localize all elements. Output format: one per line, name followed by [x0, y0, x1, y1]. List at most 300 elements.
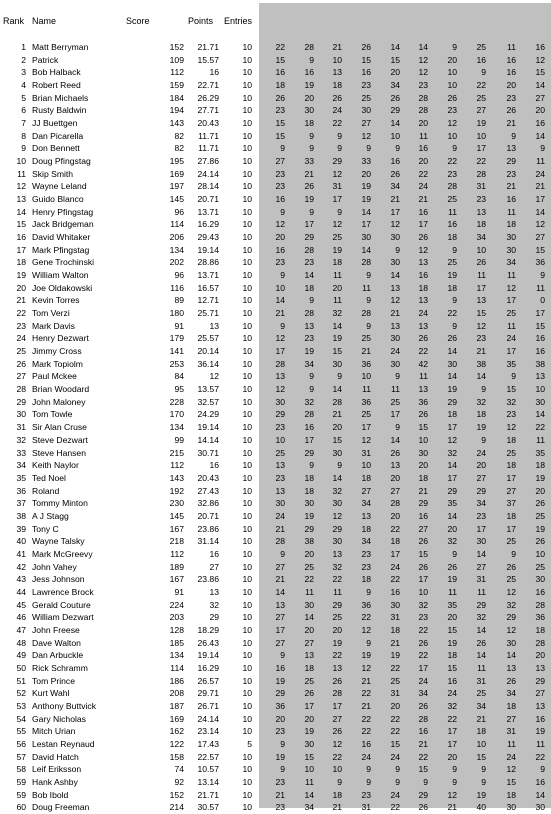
game-score-cell: 28	[332, 396, 342, 407]
game-score-cell: 36	[361, 599, 371, 610]
score-cell: 82	[174, 130, 184, 141]
game-score-cell: 26	[535, 536, 545, 547]
rank-cell: 22	[16, 308, 26, 319]
game-score-cell: 23	[275, 472, 285, 483]
game-score-cell: 29	[476, 599, 486, 610]
rank-cell: 36	[16, 485, 26, 496]
game-score-cell: 9	[540, 270, 545, 281]
game-score-cell: 28	[304, 42, 314, 52]
game-score-cell: 22	[447, 713, 457, 724]
name-cell: Mark Topiolm	[32, 358, 83, 369]
entries-cell: 10	[242, 776, 252, 787]
game-score-cell: 10	[332, 764, 342, 775]
name-cell: Jimmy Cross	[32, 346, 82, 357]
game-score-cell: 9	[423, 776, 428, 787]
game-score-cell: 17	[418, 219, 428, 230]
game-score-cell: 22	[390, 713, 400, 724]
game-score-cell: 16	[361, 738, 371, 749]
entries-cell: 10	[242, 92, 252, 103]
game-score-cell: 21	[418, 738, 428, 749]
game-score-cell: 9	[337, 143, 342, 154]
game-score-cell: 20	[390, 67, 400, 78]
rank-cell: 16	[16, 232, 26, 243]
points-cell: 20.71	[197, 510, 219, 521]
game-score-cell: 30	[535, 802, 545, 813]
game-score-cell: 25	[506, 308, 516, 319]
score-cell: 202	[169, 257, 184, 268]
game-score-cell: 13	[476, 206, 486, 217]
rank-cell: 51	[16, 675, 26, 686]
game-score-cell: 36	[535, 257, 545, 268]
game-score-cell: 9	[366, 637, 371, 648]
header-rank: Rank	[3, 16, 25, 26]
game-score-cell: 29	[332, 156, 342, 167]
game-score-cell: 25	[304, 675, 314, 686]
entries-cell: 10	[242, 637, 252, 648]
score-cell: 114	[170, 662, 184, 673]
game-score-cell: 29	[506, 612, 516, 623]
game-score-cell: 30	[535, 574, 545, 585]
game-score-cell: 9	[366, 586, 371, 597]
points-cell: 27.71	[197, 105, 219, 116]
points-cell: 19.14	[197, 650, 219, 661]
entries-cell: 10	[242, 700, 252, 711]
game-score-cell: 18	[476, 409, 486, 420]
game-score-cell: 22	[332, 574, 342, 585]
game-score-cell: 11	[448, 586, 457, 597]
game-score-cell: 9	[366, 295, 371, 306]
game-score-cell: 27	[275, 612, 285, 623]
game-score-cell: 23	[304, 333, 314, 344]
score-cell: 194	[169, 105, 184, 116]
rank-cell: 32	[16, 434, 26, 445]
game-score-cell: 31	[390, 612, 400, 623]
points-cell: 26.29	[197, 92, 219, 103]
points-cell: 19.14	[197, 422, 219, 433]
table-row	[0, 713, 551, 726]
table-row	[0, 523, 551, 536]
points-cell: 24.14	[197, 713, 219, 724]
game-score-cell: 9	[280, 320, 285, 331]
game-score-cell: 17	[390, 206, 400, 217]
game-score-cell: 32	[332, 485, 342, 496]
game-score-cell: 19	[332, 637, 342, 648]
game-score-cell: 26	[418, 232, 428, 243]
game-score-cell: 32	[506, 599, 516, 610]
entries-cell: 10	[242, 130, 252, 141]
rank-cell: 45	[16, 599, 26, 610]
game-score-cell: 21	[332, 409, 342, 420]
game-score-cell: 22	[535, 422, 545, 433]
game-score-cell: 13	[304, 650, 314, 661]
game-score-cell: 34	[476, 700, 486, 711]
points-cell: 12.71	[197, 295, 219, 306]
game-score-cell: 16	[418, 726, 428, 737]
game-score-cell: 13	[418, 384, 428, 395]
game-score-cell: 26	[390, 168, 400, 179]
game-score-cell: 9	[280, 738, 285, 749]
game-score-cell: 26	[506, 561, 516, 572]
game-score-cell: 12	[506, 422, 516, 433]
game-score-cell: 23	[506, 168, 516, 179]
game-score-cell: 10	[418, 434, 428, 445]
entries-cell: 10	[242, 105, 252, 116]
game-score-cell: 15	[275, 118, 285, 129]
game-score-cell: 25	[361, 92, 371, 103]
name-cell: Bob Ibold	[32, 789, 69, 800]
game-score-cell: 18	[506, 700, 516, 711]
game-score-cell: 18	[361, 574, 371, 585]
game-score-cell: 18	[447, 409, 457, 420]
name-cell: John Freese	[32, 624, 80, 635]
game-score-cell: 30	[332, 536, 342, 547]
game-score-cell: 16	[390, 156, 400, 167]
game-score-cell: 9	[366, 776, 371, 787]
game-score-cell: 12	[447, 789, 457, 800]
name-cell: Mark Pfingstag	[32, 244, 90, 255]
game-score-cell: 28	[476, 168, 486, 179]
game-score-cell: 15	[476, 308, 486, 319]
entries-cell: 10	[242, 662, 252, 673]
game-score-cell: 9	[309, 206, 314, 217]
game-score-cell: 22	[332, 118, 342, 129]
game-score-cell: 21	[275, 574, 285, 585]
game-score-cell: 35	[506, 358, 516, 369]
game-score-cell: 36	[361, 396, 371, 407]
game-score-cell: 12	[506, 624, 516, 635]
game-score-cell: 40	[476, 802, 486, 813]
entries-cell: 10	[242, 751, 252, 762]
game-score-cell: 27	[506, 713, 516, 724]
table-row	[0, 535, 551, 548]
game-score-cell: 12	[506, 282, 516, 293]
game-score-cell: 9	[366, 270, 371, 281]
table-row	[0, 282, 551, 295]
score-cell: 167	[169, 574, 184, 585]
game-score-cell: 26	[476, 637, 486, 648]
game-score-cell: 19	[304, 346, 314, 357]
table-row	[0, 573, 551, 586]
game-score-cell: 9	[309, 54, 314, 65]
game-score-cell: 10	[447, 67, 457, 78]
table-row	[0, 193, 551, 206]
points-cell: 21.71	[197, 42, 219, 52]
table-row	[0, 370, 551, 383]
game-score-cell: 13	[332, 548, 342, 559]
game-score-cell: 30	[275, 498, 285, 509]
name-cell: Guido Blanco	[32, 194, 84, 205]
game-score-cell: 27	[275, 156, 285, 167]
game-score-cell: 9	[280, 206, 285, 217]
entries-cell: 10	[242, 713, 252, 724]
score-cell: 74	[174, 764, 184, 775]
score-cell: 92	[174, 776, 184, 787]
game-score-cell: 16	[275, 67, 285, 78]
game-score-cell: 13	[418, 320, 428, 331]
rank-cell: 59	[16, 776, 26, 787]
game-score-cell: 25	[390, 675, 400, 686]
game-score-cell: 27	[275, 637, 285, 648]
game-score-cell: 13	[361, 510, 371, 521]
game-score-cell: 22	[418, 168, 428, 179]
game-score-cell: 9	[452, 143, 457, 154]
game-score-cell: 29	[390, 105, 400, 116]
game-score-cell: 17	[447, 422, 457, 433]
points-cell: 13.71	[197, 206, 219, 217]
game-score-cell: 11	[536, 282, 545, 293]
game-score-cell: 15	[418, 422, 428, 433]
game-score-cell: 28	[447, 181, 457, 192]
game-score-cell: 36	[535, 612, 545, 623]
score-cell: 187	[169, 700, 184, 711]
name-cell: Henry Pfingstag	[32, 206, 94, 217]
game-score-cell: 13	[390, 460, 400, 471]
points-cell: 31.14	[197, 536, 219, 547]
entries-cell: 10	[242, 358, 252, 369]
game-score-cell: 9	[540, 764, 545, 775]
game-score-cell: 19	[535, 523, 545, 534]
points-cell: 28.86	[197, 257, 219, 268]
game-score-cell: 12	[390, 219, 400, 230]
game-score-cell: 15	[361, 54, 371, 65]
game-score-cell: 23	[506, 409, 516, 420]
game-score-cell: 29	[418, 498, 428, 509]
name-cell: Skip Smith	[32, 168, 74, 179]
score-cell: 230	[169, 498, 184, 509]
table-row	[0, 104, 551, 117]
game-score-cell: 11	[419, 371, 428, 382]
game-score-cell: 26	[506, 105, 516, 116]
game-score-cell: 12	[275, 333, 285, 344]
points-cell: 16	[209, 460, 219, 471]
game-score-cell: 20	[418, 460, 428, 471]
game-score-cell: 23	[476, 333, 486, 344]
name-cell: Leif Eriksson	[32, 764, 82, 775]
game-score-cell: 12	[418, 54, 428, 65]
score-cell: 228	[169, 396, 184, 407]
game-score-cell: 19	[332, 333, 342, 344]
game-score-cell: 17	[390, 409, 400, 420]
game-score-cell: 17	[535, 308, 545, 319]
game-score-cell: 12	[447, 118, 457, 129]
game-score-cell: 18	[332, 257, 342, 268]
rank-cell: 11	[17, 168, 26, 179]
game-score-cell: 24	[506, 751, 516, 762]
rank-cell: 4	[21, 80, 26, 91]
points-cell: 13	[209, 320, 219, 331]
game-score-cell: 11	[507, 270, 516, 281]
score-cell: 152	[169, 789, 184, 800]
game-score-cell: 9	[309, 384, 314, 395]
game-score-cell: 14	[304, 612, 314, 623]
game-score-cell: 29	[332, 523, 342, 534]
game-score-cell: 19	[535, 472, 545, 483]
game-score-cell: 19	[476, 118, 486, 129]
game-score-cell: 26	[418, 536, 428, 547]
game-score-cell: 29	[535, 675, 545, 686]
game-score-cell: 9	[395, 244, 400, 255]
game-score-cell: 23	[447, 105, 457, 116]
game-score-cell: 18	[304, 118, 314, 129]
rank-cell: 13	[16, 194, 26, 205]
game-score-cell: 10	[447, 80, 457, 91]
game-score-cell: 34	[361, 536, 371, 547]
table-header	[0, 14, 551, 28]
table-row	[0, 675, 551, 688]
game-score-cell: 22	[418, 624, 428, 635]
score-cell: 99	[174, 434, 184, 445]
name-cell: Bob Halback	[32, 67, 81, 78]
game-score-cell: 24	[390, 561, 400, 572]
game-score-cell: 31	[361, 802, 371, 813]
game-score-cell: 24	[418, 675, 428, 686]
rank-cell: 39	[16, 523, 26, 534]
game-score-cell: 9	[511, 371, 516, 382]
name-cell: William Walton	[32, 270, 89, 281]
game-score-cell: 30	[418, 447, 428, 458]
game-score-cell: 9	[511, 130, 516, 141]
game-score-cell: 21	[418, 485, 428, 496]
points-cell: 13.57	[197, 384, 219, 395]
game-score-cell: 20	[304, 548, 314, 559]
game-score-cell: 25	[506, 536, 516, 547]
points-cell: 21.71	[197, 789, 219, 800]
game-score-cell: 11	[362, 384, 371, 395]
game-score-cell: 27	[476, 561, 486, 572]
rank-cell: 43	[16, 574, 26, 585]
game-score-cell: 25	[361, 333, 371, 344]
game-score-cell: 18	[304, 472, 314, 483]
game-score-cell: 10	[418, 586, 428, 597]
entries-cell: 10	[242, 789, 252, 800]
game-score-cell: 35	[535, 447, 545, 458]
name-cell: Patrick	[32, 54, 59, 65]
score-cell: 84	[174, 371, 184, 382]
game-score-cell: 15	[304, 751, 314, 762]
game-score-cell: 30	[506, 637, 516, 648]
game-score-cell: 17	[447, 726, 457, 737]
game-score-cell: 17	[304, 700, 314, 711]
table-row	[0, 54, 551, 67]
game-score-cell: 10	[535, 548, 545, 559]
entries-cell: 10	[242, 67, 252, 78]
table-row	[0, 142, 551, 155]
entries-cell: 10	[242, 536, 252, 547]
game-score-cell: 30	[476, 536, 486, 547]
table-row	[0, 738, 551, 751]
points-cell: 25.57	[197, 333, 219, 344]
name-cell: Jess Johnson	[32, 574, 85, 585]
game-score-cell: 9	[481, 776, 486, 787]
game-score-cell: 9	[452, 320, 457, 331]
points-cell: 16.29	[197, 662, 219, 673]
game-score-cell: 17	[275, 624, 285, 635]
score-cell: 192	[169, 485, 184, 496]
score-cell: 91	[174, 586, 184, 597]
game-score-cell: 26	[332, 675, 342, 686]
game-score-cell: 14	[535, 130, 545, 141]
game-score-cell: 23	[476, 510, 486, 521]
table-row	[0, 155, 551, 168]
rank-cell: 24	[16, 333, 26, 344]
name-cell: Gerald Couture	[32, 599, 91, 610]
game-score-cell: 25	[447, 194, 457, 205]
game-score-cell: 28	[304, 308, 314, 319]
game-score-cell: 23	[275, 422, 285, 433]
rank-cell: 29	[16, 396, 26, 407]
game-score-cell: 20	[447, 612, 457, 623]
score-cell: 215	[169, 447, 184, 458]
game-score-cell: 21	[476, 713, 486, 724]
name-cell: Hank Ashby	[32, 776, 78, 787]
table-row	[0, 776, 551, 789]
game-score-cell: 16	[418, 206, 428, 217]
game-score-cell: 22	[361, 612, 371, 623]
game-score-cell: 14	[476, 624, 486, 635]
entries-cell: 10	[242, 726, 252, 737]
game-score-cell: 22	[447, 308, 457, 319]
score-cell: 167	[169, 523, 184, 534]
table-row	[0, 637, 551, 650]
points-cell: 28.14	[197, 181, 219, 192]
game-score-cell: 11	[477, 586, 486, 597]
game-score-cell: 14	[476, 371, 486, 382]
name-cell: Mark Davis	[32, 320, 75, 331]
rank-cell: 14	[16, 206, 26, 217]
game-score-cell: 20	[304, 624, 314, 635]
game-score-cell: 18	[390, 536, 400, 547]
name-cell: Keith Naylor	[32, 460, 79, 471]
game-score-cell: 31	[476, 675, 486, 686]
game-score-cell: 9	[452, 776, 457, 787]
game-score-cell: 14	[332, 384, 342, 395]
entries-cell: 10	[242, 485, 252, 496]
entries-cell: 10	[242, 219, 252, 230]
game-score-cell: 11	[477, 662, 486, 673]
game-score-cell: 21	[447, 802, 457, 813]
game-score-cell: 9	[309, 371, 314, 382]
game-score-cell: 12	[535, 219, 545, 230]
rank-cell: 3	[21, 67, 26, 78]
game-score-cell: 9	[280, 143, 285, 154]
points-cell: 32.86	[197, 498, 219, 509]
game-score-cell: 20	[390, 472, 400, 483]
game-score-cell: 23	[275, 257, 285, 268]
entries-cell: 10	[242, 472, 252, 483]
game-score-cell: 32	[332, 308, 342, 319]
game-score-cell: 12	[332, 738, 342, 749]
game-score-cell: 23	[275, 726, 285, 737]
name-cell: David Whitaker	[32, 232, 91, 243]
rank-cell: 20	[16, 282, 26, 293]
score-cell: 112	[170, 67, 184, 78]
game-score-cell: 23	[361, 561, 371, 572]
score-cell: 96	[174, 270, 184, 281]
score-cell: 208	[169, 688, 184, 699]
rank-cell: 23	[16, 320, 26, 331]
name-cell: Lawrence Brock	[32, 586, 94, 597]
score-cell: 134	[169, 244, 184, 255]
game-score-cell: 16	[418, 143, 428, 154]
game-score-cell: 16	[535, 333, 545, 344]
game-score-cell: 20	[535, 485, 545, 496]
points-cell: 20.43	[197, 118, 219, 129]
game-score-cell: 21	[275, 523, 285, 534]
score-cell: 141	[169, 346, 184, 357]
rank-cell: 27	[16, 371, 26, 382]
game-score-cell: 11	[507, 320, 516, 331]
entries-cell: 10	[242, 346, 252, 357]
